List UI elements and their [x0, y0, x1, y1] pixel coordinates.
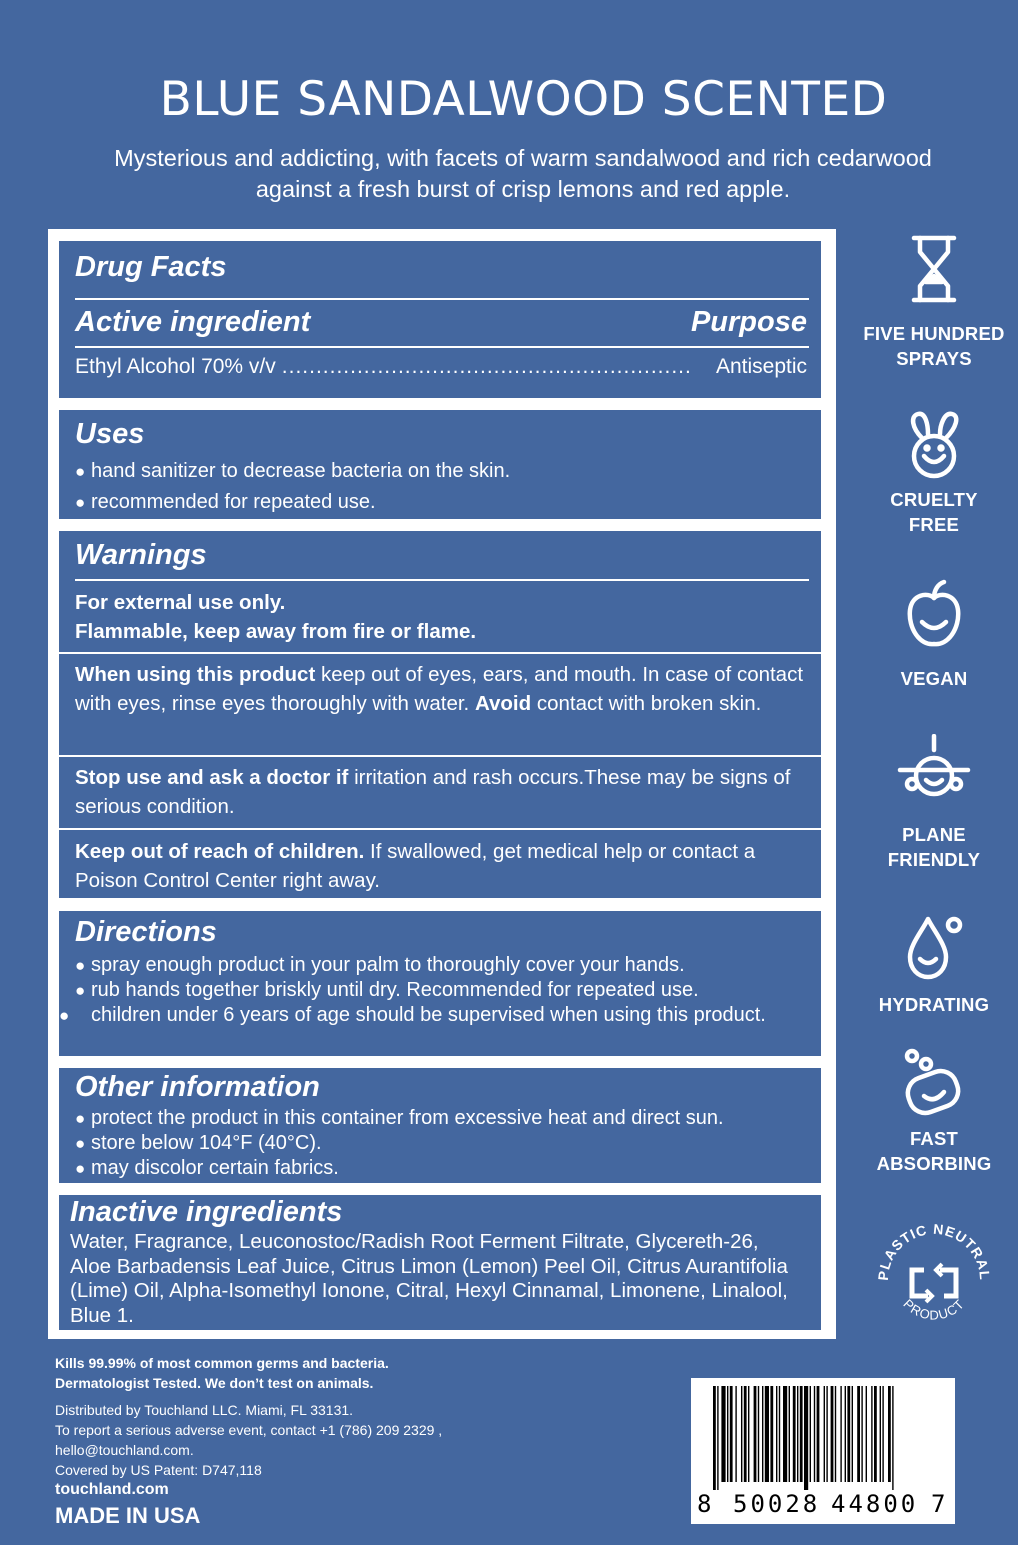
- divider: [75, 298, 809, 300]
- barcode-bar: [847, 1386, 850, 1482]
- badge-label: CRUELTY: [890, 489, 978, 510]
- drug-facts-heading: Drug Facts: [75, 251, 227, 283]
- barcode-bar: [748, 1386, 749, 1482]
- barcode-bar: [892, 1386, 893, 1490]
- active-ingredient-row: [75, 353, 807, 380]
- badge-label: FIVE HUNDRED: [863, 323, 1005, 344]
- droplet-icon: [898, 911, 970, 983]
- barcode-bar: [758, 1386, 759, 1482]
- badge-plane-friendly: [858, 734, 1010, 872]
- children-warning: Keep out of reach of children. If swallowed, get medical help or contact a Poison Control Center right away.: [75, 840, 756, 892]
- barcode-bar: [861, 1386, 862, 1482]
- barcode-bar: [730, 1386, 733, 1482]
- barcode-bar: [840, 1386, 841, 1482]
- uses-section: [59, 410, 821, 519]
- divider: [75, 346, 809, 348]
- list-item: ● recommended for repeated use.: [75, 491, 376, 513]
- barcode-bar: [814, 1386, 815, 1482]
- badge-label: FREE: [908, 514, 960, 535]
- list-item: ● children under 6 years of age should be supervised when using this product.: [59, 1004, 766, 1026]
- barcode-bar: [744, 1386, 747, 1482]
- hourglass-icon: [898, 234, 970, 306]
- badge-label: ABSORBING: [876, 1153, 992, 1174]
- barcode-bar: [789, 1386, 790, 1482]
- list-item: ● may discolor certain fabrics.: [75, 1157, 339, 1179]
- barcode-bar: [810, 1386, 811, 1482]
- barcode-bar: [793, 1386, 796, 1482]
- barcode-bar: [817, 1386, 820, 1482]
- list-item: ● store below 104°F (40°C).: [75, 1132, 322, 1154]
- badge-label: FAST: [909, 1128, 959, 1149]
- badge-label: PLANE: [902, 824, 966, 845]
- barcode-bar: [779, 1386, 780, 1482]
- badge-five-hundred-sprays: [858, 234, 1010, 371]
- barcode-bar: [835, 1386, 836, 1482]
- footer-claims: Kills 99.99% of most common germs and bacteria. Dermatologist Tested. We don’t test on animals.: [55, 1355, 389, 1391]
- barcode-bar: [741, 1386, 742, 1482]
- recycle-icon: [912, 1264, 956, 1302]
- barcode-bar: [831, 1386, 834, 1482]
- product-text: PRODUCT: [900, 1296, 968, 1323]
- badge-fast-absorbing: [858, 1046, 1010, 1176]
- plastic-neutral-text: PLASTIC NEUTRAL: [874, 1220, 994, 1282]
- barcode-bar: [845, 1386, 846, 1482]
- barcode-digit: 8: [697, 1490, 712, 1518]
- inactive-list: Water, Fragrance, Leuconostoc/Radish Root Ferment Filtrate, Glycereth-26, Aloe Barbadensis Leaf Juice, Citrus Limon (Lemon) Peel Oil, Citrus Aurantifolia (Lime) Oil, Alpha-Isomethyl Ionone, Citral, Hexyl Cinnamal, Limonene, Linalool, Blue 1.: [70, 1230, 788, 1327]
- list-item: ● spray enough product in your palm to thoroughly cover your hands.: [75, 954, 685, 976]
- barcode-bar: [727, 1386, 728, 1482]
- barcode-digit: 7: [931, 1490, 946, 1518]
- barcode-bar: [804, 1386, 808, 1490]
- divider: [59, 652, 821, 654]
- badge-cruelty-free: [858, 408, 1010, 537]
- drug-facts-section: [59, 241, 821, 398]
- ingredient-purpose: Antiseptic: [715, 355, 807, 378]
- badge-hydrating: [858, 911, 1010, 1017]
- footer-info: Distributed by Touchland LLC. Miami, FL 33131. To report a serious adverse event, contact +1 (786) 209 2329 , hello@touchland.com. Covered by US Patent: D747,118 touchland.com: [55, 1402, 443, 1498]
- when-using-warning: When using this product keep out of eyes, ears, and mouth. In case of contact with eyes, rinse eyes thoroughly with water. Avoid contact with broken skin.: [75, 663, 804, 715]
- other-info-section: [59, 1068, 821, 1183]
- directions-list: [59, 953, 795, 1028]
- apple-icon: [898, 578, 970, 650]
- barcode-bar: [871, 1386, 872, 1482]
- soap-icon: [898, 1046, 970, 1118]
- list-item: ● rub hands together briskly until dry. Recommended for repeated use.: [75, 979, 699, 1001]
- inactive-section: [59, 1195, 821, 1330]
- bunny-icon: [898, 408, 970, 480]
- barcode-bar: [754, 1386, 757, 1482]
- barcode-digits: 44800: [831, 1490, 919, 1518]
- badge-label: FRIENDLY: [887, 849, 981, 870]
- uses-heading: Uses: [75, 418, 145, 450]
- barcode-bar: [797, 1386, 798, 1482]
- list-item: ● hand sanitizer to decrease bacteria on the skin.: [75, 460, 511, 482]
- badge-vegan: [858, 578, 1010, 691]
- website: touchland.com: [55, 1481, 169, 1498]
- barcode-bar: [765, 1386, 769, 1482]
- divider: [75, 579, 809, 581]
- barcode-bar: [800, 1386, 803, 1482]
- barcode-digits: 50028: [733, 1490, 821, 1518]
- external-use-warning: For external use only. Flammable, keep away from fire or flame.: [75, 591, 477, 643]
- other-info-heading: Other information: [75, 1071, 320, 1103]
- active-ingredient-heading: Active ingredient: [75, 306, 311, 338]
- barcode-bar: [717, 1386, 718, 1490]
- warnings-section: [59, 531, 821, 898]
- badge-label: SPRAYS: [896, 348, 972, 369]
- barcode-bar: [826, 1386, 827, 1482]
- barcode-bar: [735, 1386, 736, 1482]
- leader-dots: ............................................................: [281, 355, 692, 378]
- divider: [59, 755, 821, 757]
- barcode-bar: [824, 1386, 825, 1482]
- uses-list: [75, 456, 805, 518]
- directions-section: [59, 911, 821, 1056]
- product-description: Mysterious and addicting, with facets of warm sandalwood and rich cedarwood against a fresh burst of crisp lemons and red apple.: [114, 145, 932, 202]
- plane-icon: [888, 734, 980, 806]
- barcode-bar: [762, 1386, 763, 1482]
- barcode-bar: [776, 1386, 777, 1482]
- product-title: BLUE SANDALWOOD SCENTED: [159, 72, 888, 127]
- barcode: [691, 1378, 955, 1524]
- barcode-bar: [770, 1386, 773, 1482]
- other-info-list: [75, 1106, 805, 1181]
- barcode-bar: [713, 1386, 716, 1490]
- barcode-bar: [783, 1386, 787, 1482]
- plastic-neutral-badge: [874, 1218, 994, 1338]
- badge-label: VEGAN: [900, 668, 968, 689]
- barcode-bar: [888, 1386, 891, 1482]
- barcode-bar: [866, 1386, 867, 1482]
- stop-use-warning: Stop use and ask a doctor if irritation and rash occurs.These may be signs of serious condition.: [75, 766, 791, 818]
- barcode-bar: [852, 1386, 853, 1482]
- warnings-heading: Warnings: [75, 539, 207, 571]
- directions-heading: Directions: [75, 916, 217, 948]
- barcode-bar: [721, 1386, 725, 1482]
- barcode-bar: [880, 1386, 881, 1482]
- made-in-usa: MADE IN USA: [55, 1503, 201, 1528]
- barcode-bar: [882, 1386, 883, 1482]
- list-item: ● protect the product in this container from excessive heat and direct sun.: [75, 1107, 724, 1129]
- divider: [59, 828, 821, 830]
- barcode-bar: [874, 1386, 877, 1482]
- purpose-heading: Purpose: [690, 306, 807, 338]
- badge-label: HYDRATING: [878, 994, 990, 1015]
- inactive-heading: Inactive ingredients: [70, 1196, 343, 1228]
- ingredient-name: Ethyl Alcohol 70% v/v: [75, 355, 276, 378]
- barcode-bar: [857, 1386, 860, 1482]
